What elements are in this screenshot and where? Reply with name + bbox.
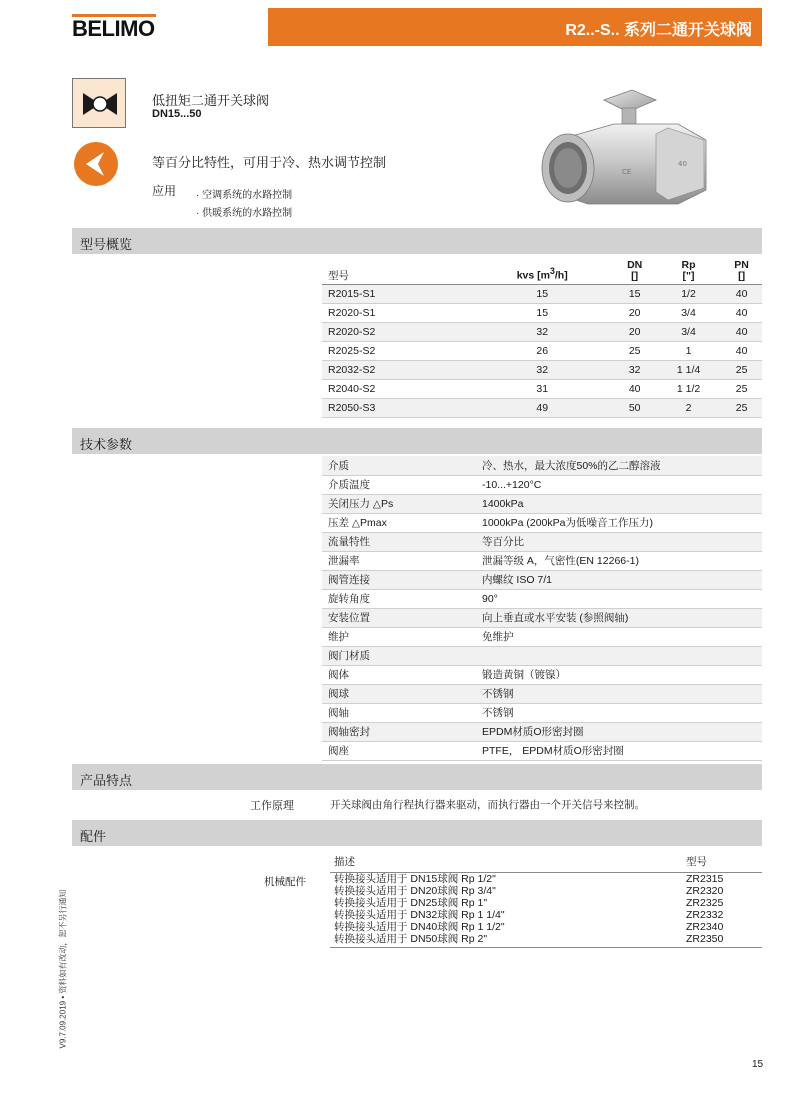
page-number: 15 (752, 1059, 764, 1070)
accessories-table (330, 852, 762, 948)
table-cell: 泄漏等级 A，气密性(EN 12266-1) (478, 551, 762, 570)
table-row (322, 322, 762, 341)
table-cell: 25 (613, 341, 655, 360)
table-cell: 泄漏率 (322, 551, 478, 570)
table-cell: 50 (613, 398, 655, 417)
table-cell: 等百分比 (478, 532, 762, 551)
table-cell: 介质 (322, 456, 478, 475)
table-cell: 49 (471, 398, 614, 417)
section-title: 配件 (80, 829, 107, 844)
table-header-row (330, 852, 762, 872)
table-cell: 转换接头适用于 DN40球阀 Rp 1 1/2" (334, 920, 505, 933)
section-title: 产品特点 (80, 773, 133, 788)
table-row (322, 360, 762, 379)
table-row (322, 722, 762, 741)
belimo-logo (72, 14, 156, 40)
table-cell: 关闭压力 △Ps (322, 494, 478, 513)
page-title: R2..-S.. 系列二通开关球阀 (565, 22, 752, 39)
table-cell: 转换接头适用于 DN32球阀 Rp 1 1/4" (334, 908, 505, 921)
table-cell: ZR2350 (682, 933, 762, 948)
table-cell: 32 (471, 322, 614, 341)
table-row (330, 872, 762, 885)
table-row (322, 284, 762, 303)
table-row (322, 570, 762, 589)
table-cell: 1 1/2 (656, 379, 721, 398)
table-cell: 介质温度 (322, 475, 478, 494)
table-cell: 阀轴密封 (322, 722, 478, 741)
table-cell: 流量特性 (322, 532, 478, 551)
accessory-group-label: 机械配件 (264, 876, 306, 888)
table-cell: 转换接头适用于 DN15球阀 Rp 1/2" (334, 872, 496, 885)
table-cell: 32 (613, 360, 655, 379)
table-cell: 40 (721, 284, 762, 303)
table-cell: 1400kPa (478, 494, 762, 513)
table-cell: 阀管连接 (322, 570, 478, 589)
table-cell: R2020-S1 (322, 303, 471, 322)
table-row (322, 608, 762, 627)
table-cell: 锻造黄铜（镀镍） (478, 665, 762, 684)
table-cell: 不锈钢 (478, 703, 762, 722)
working-principle-text: 开关球阀由角行程执行器来驱动，而执行器由一个开关信号来控制。 (330, 799, 645, 811)
model-overview-table (322, 254, 762, 418)
table-row (322, 379, 762, 398)
table-row (322, 703, 762, 722)
table-row (322, 475, 762, 494)
section-title: 技术参数 (80, 437, 133, 452)
table-cell: 25 (721, 398, 762, 417)
table-cell: 免维护 (478, 627, 762, 646)
table-header-row (322, 254, 762, 284)
table-row (330, 921, 762, 933)
table-row (322, 456, 762, 475)
table-cell: 安装位置 (322, 608, 478, 627)
table-cell: -10...+120°C (478, 475, 762, 494)
table-cell: R2015-S1 (322, 284, 471, 303)
table-row (322, 627, 762, 646)
table-row (322, 741, 762, 760)
table-cell: 转换接头适用于 DN25球阀 Rp 1" (334, 896, 488, 909)
table-cell: R2020-S2 (322, 322, 471, 341)
table-cell: R2025-S2 (322, 341, 471, 360)
table-row (322, 513, 762, 532)
table-row (322, 303, 762, 322)
section-title: 型号概览 (80, 237, 133, 252)
column-header: Rp ["] (656, 254, 721, 284)
table-cell (478, 646, 762, 665)
revision-note-text: V9.7.09.2019 • 资料如有改动，恕不另行通知 (58, 889, 68, 1049)
table-cell: ZR2332 (686, 908, 724, 921)
table-cell: 32 (471, 360, 614, 379)
application-item: · 供暖系统的水路控制 (196, 208, 293, 219)
table-row (322, 589, 762, 608)
table-cell: R2050-S3 (322, 398, 471, 417)
section-overview (72, 228, 762, 254)
table-cell: 阀球 (322, 684, 478, 703)
table-cell: ZR2325 (686, 896, 724, 909)
table-cell: 3/4 (656, 303, 721, 322)
table-cell: 25 (721, 360, 762, 379)
section-features (72, 764, 762, 790)
table-row (322, 684, 762, 703)
table-cell: EPDM材质O形密封圈 (478, 722, 762, 741)
column-header: kvs $[m^3/h]$ (471, 254, 614, 284)
column-header: PN [] (721, 254, 762, 284)
table-cell: 15 (471, 284, 614, 303)
table-row (322, 494, 762, 513)
table-cell: 90° (478, 589, 762, 608)
table-row (322, 551, 762, 570)
table-row (322, 646, 762, 665)
table-cell: R2032-S2 (322, 360, 471, 379)
table-cell: 转换接头适用于 DN20球阀 Rp 3/4" (334, 884, 496, 897)
table-cell: 25 (721, 379, 762, 398)
table-row (330, 897, 762, 909)
table-row (330, 885, 762, 897)
table-cell: 阀体 (322, 665, 478, 684)
table-cell: ZR2340 (686, 920, 724, 933)
product-dn-range: DN15...50 (152, 108, 202, 120)
table-cell: 1000kPa (200kPa为低噪音工作压力) (478, 513, 762, 532)
table-cell: 15 (613, 284, 655, 303)
table-cell: ZR2320 (686, 884, 724, 897)
table-cell: 20 (613, 322, 655, 341)
table-cell: 冷、热水，最大浓度50%的乙二醇溶液 (478, 456, 762, 475)
product-feature: 等百分比特性，可用于冷、热水调节控制 (152, 155, 387, 170)
column-header: 描述 (330, 852, 682, 872)
table-row (322, 398, 762, 417)
table-row (330, 933, 762, 948)
application-item: · 空调系统的水路控制 (196, 190, 293, 201)
table-cell: 不锈钢 (478, 684, 762, 703)
application-list (196, 186, 292, 222)
svg-text:40: 40 (678, 160, 687, 168)
table-cell: PTFE， EPDM材质O形密封圈 (478, 741, 762, 760)
table-cell: 阀座 (322, 741, 478, 760)
table-cell: 2 (656, 398, 721, 417)
column-header: 型号 (322, 254, 471, 284)
table-cell: ZR2315 (686, 872, 724, 885)
table-cell: 15 (471, 303, 614, 322)
table-cell: 内螺纹 ISO 7/1 (478, 570, 762, 589)
table-cell: 1 1/4 (656, 360, 721, 379)
table-cell: 40 (721, 303, 762, 322)
ball-valve-photo (528, 82, 728, 222)
revision-note (54, 889, 68, 1050)
table-row (322, 665, 762, 684)
section-accessories (72, 820, 762, 846)
table-cell: 31 (471, 379, 614, 398)
table-cell: 阀轴 (322, 703, 478, 722)
table-cell: 26 (471, 341, 614, 360)
table-cell: 40 (613, 379, 655, 398)
table-cell: 维护 (322, 627, 478, 646)
section-technical (72, 428, 762, 454)
equal-percentage-characteristic-icon (72, 140, 120, 188)
logo-text: BELIMO (72, 16, 155, 41)
column-header: DN [] (613, 254, 655, 284)
table-cell: 向上垂直或水平安装 (参照阀轴) (478, 608, 762, 627)
table-cell: 转换接头适用于 DN50球阀 Rp 2" (330, 933, 682, 948)
table-cell: 旋转角度 (322, 589, 478, 608)
table-cell: R2040-S2 (322, 379, 471, 398)
table-cell: 3/4 (656, 322, 721, 341)
column-header: 型号 (682, 852, 762, 872)
table-cell: 1 (656, 341, 721, 360)
table-cell: 压差 △Pmax (322, 513, 478, 532)
ball-valve-symbol-icon (72, 78, 126, 128)
table-row (322, 341, 762, 360)
svg-text:CE: CE (622, 168, 632, 176)
header-band (268, 8, 762, 46)
application-label: 应用 (152, 184, 177, 198)
technical-data-table (322, 456, 762, 761)
table-row (322, 532, 762, 551)
product-name: 低扭矩二通开关球阀 (152, 93, 270, 108)
table-cell: 1/2 (656, 284, 721, 303)
table-cell: 40 (721, 322, 762, 341)
working-principle-label: 工作原理 (250, 800, 294, 812)
table-cell: 20 (613, 303, 655, 322)
table-row (330, 909, 762, 921)
table-cell: 阀门材质 (322, 646, 478, 665)
table-cell: 40 (721, 341, 762, 360)
